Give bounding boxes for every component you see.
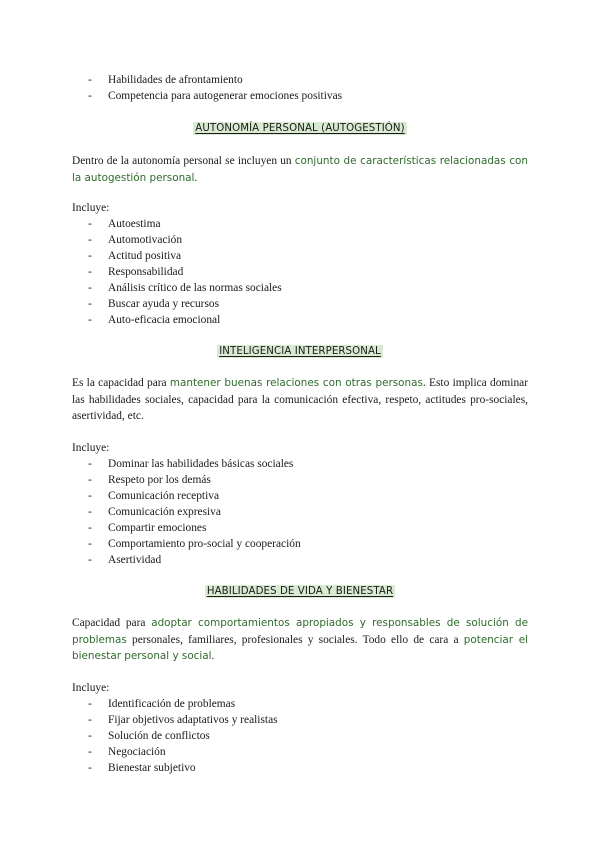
- list-item: - Bienestar subjetivo: [88, 762, 196, 774]
- list-item: - Habilidades de afrontamiento: [88, 74, 243, 86]
- list-item: - Compartir emociones: [88, 522, 207, 534]
- section3-list: [88, 696, 278, 776]
- section-heading-autonomia: AUTONOMÍA PERSONAL (AUTOGESTIÓN): [195, 123, 405, 134]
- list-item: - Responsabilidad: [88, 266, 184, 278]
- list-item: - Autoestima: [88, 218, 161, 230]
- list-item: - Buscar ayuda y recursos: [88, 298, 220, 310]
- incluye-label: Incluye:: [72, 442, 110, 454]
- list-item: - Respeto por los demás: [88, 474, 211, 486]
- highlighted-text: mantener buenas relaciones con otras personas: [169, 377, 423, 389]
- section-paragraph-autonomia: Dentro de la autonomía personal se incluyen un conjunto de características relacionadas con la autogestión personal.: [72, 155, 528, 184]
- list-item: - Dominar las habilidades básicas sociales: [88, 458, 294, 470]
- list-item: - Identificación de problemas: [88, 698, 236, 710]
- list-item: - Actitud positiva: [88, 250, 182, 262]
- list-item: - Comunicación expresiva: [88, 506, 221, 518]
- list-item: - Auto-eficacia emocional: [88, 314, 221, 326]
- highlighted-text: potenciar el bienestar personal y social: [72, 633, 529, 663]
- list-item: - Solución de conflictos: [88, 730, 210, 742]
- list-item: - Automotivación: [88, 234, 183, 246]
- list-item: - Asertividad: [88, 554, 162, 566]
- section2-list: [88, 456, 301, 568]
- incluye-label: Incluye:: [72, 202, 110, 214]
- highlighted-text: adoptar comportamientos apropiados y responsables de solución de problemas: [72, 617, 528, 646]
- top-list: [88, 72, 342, 104]
- list-item: - Comportamiento pro-social y cooperación: [88, 538, 301, 550]
- highlighted-text: conjunto de características relacionadas con la autogestión personal: [72, 155, 528, 184]
- list-item: - Análisis crítico de las normas sociales: [88, 282, 282, 294]
- incluye-label: Incluye:: [72, 682, 110, 694]
- section1-list: [88, 216, 282, 328]
- list-item: - Negociación: [88, 746, 166, 758]
- section-paragraph-interpersonal: Es la capacidad para mantener buenas relaciones con otras personas. Esto implica dominar las habilidades sociales, capacidad para la comunicación efectiva, respeto, actitudes pro-sociales, asertividad, etc.: [72, 377, 528, 423]
- list-item: - Comunicación receptiva: [88, 490, 220, 502]
- section-heading-interpersonal: INTELIGENCIA INTERPERSONAL: [219, 346, 381, 357]
- list-item: - Fijar objetivos adaptativos y realistas: [88, 714, 278, 726]
- list-item: - Competencia para autogenerar emociones positivas: [88, 90, 343, 102]
- section-paragraph-habilidades: Capacidad para adoptar comportamientos apropiados y responsables de solución de problemas personales, familiares, profesionales y sociales. Todo ello de cara a potenciar el bienestar personal y social.: [72, 617, 529, 663]
- section-heading-habilidades: HABILIDADES DE VIDA Y BIENESTAR: [206, 586, 394, 597]
